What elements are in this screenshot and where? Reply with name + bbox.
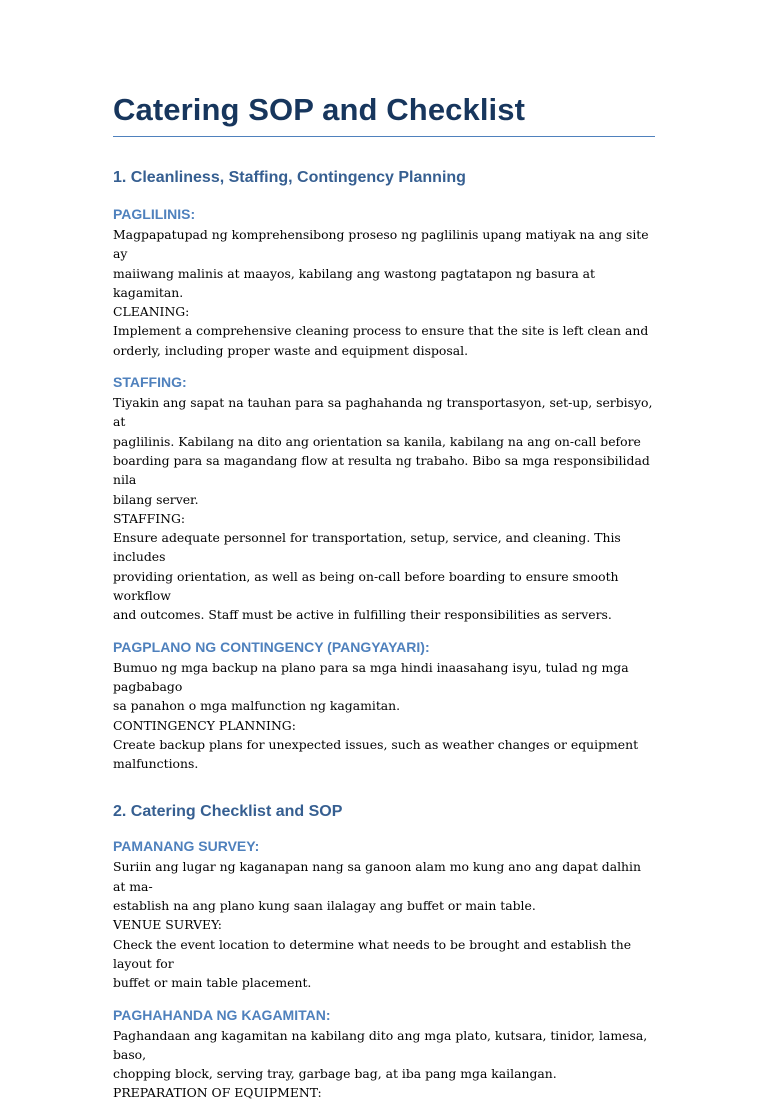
paragraph-venue-survey: [113, 857, 655, 992]
text-line: orderly, including proper waste and equipment disposal.: [113, 342, 469, 358]
text-line: Ensure adequate personnel for transportation, setup, service, and cleaning. This includes: [113, 530, 621, 565]
text-line: maiiwang malinis at maayos, kabilang ang wastong pagtatapon ng basura at kagamitan.: [113, 265, 596, 300]
text-line: STAFFING:: [113, 510, 186, 526]
subsection-heading-venue-survey: PAMANANG SURVEY:: [113, 838, 260, 855]
paragraph-contingency: [113, 658, 655, 774]
text-line: chopping block, serving tray, garbage bag, at iba pang mga kailangan.: [113, 1066, 557, 1082]
text-line: providing orientation, as well as being on-call before boarding to ensure smooth workflow: [113, 568, 619, 604]
text-line: PREPARATION OF EQUIPMENT:: [113, 1085, 322, 1101]
text-line: sa panahon o mga malfunction ng kagamitan.: [113, 698, 401, 714]
text-line: Implement a comprehensive cleaning process to ensure that the site is left clean and: [113, 323, 649, 339]
paragraph-paglilinis: [113, 225, 655, 360]
text-line: Check the event location to determine what needs to be brought and establish the layout for: [113, 936, 632, 971]
text-line: VENUE SURVEY:: [113, 917, 222, 933]
subsection-heading-staffing: STAFFING:: [113, 374, 187, 391]
document-title: Catering SOP and Checklist: [113, 92, 655, 137]
text-line: malfunctions.: [113, 756, 199, 772]
text-line: buffet or main table placement.: [113, 975, 312, 991]
text-line: boarding para sa magandang flow at resulta ng trabaho. Bibo sa mga responsibilidad nila: [113, 452, 650, 488]
text-line: Bumuo ng mga backup na plano para sa mga hindi inaasahang isyu, tulad ng mga pagbabago: [113, 659, 629, 694]
text-line: CLEANING:: [113, 304, 190, 320]
section-heading-2: 2. Catering Checklist and SOP: [113, 803, 343, 821]
subsection-heading-paglilinis: PAGLILINIS:: [113, 206, 196, 222]
text-line: Create backup plans for unexpected issues, such as weather changes or equipment: [113, 736, 639, 752]
text-line: Magpapatupad ng komprehensibong proseso ng paglilinis upang matiyak na ang site ay: [113, 227, 649, 262]
text-line: and outcomes. Staff must be active in fulfilling their responsibilities as servers.: [113, 607, 612, 623]
paragraph-equipment: [113, 1026, 655, 1103]
text-line: Tiyakin ang sapat na tauhan para sa paghahanda ng transportasyon, set-up, serbisyo, at: [113, 395, 653, 430]
text-line: establish na ang plano kung saan ilalagay ang buffet or main table.: [113, 898, 536, 914]
subsection-heading-equipment: PAGHAHANDA NG KAGAMITAN:: [113, 1006, 331, 1023]
text-line: bilang server.: [113, 491, 199, 507]
subsection-heading-contingency: PAGPLANO NG CONTINGENCY (PANGYAYARI):: [113, 638, 430, 655]
paragraph-staffing: [113, 393, 655, 625]
text-line: CONTINGENCY PLANNING:: [113, 717, 296, 733]
text-line: paglilinis. Kabilang na dito ang orientation sa kanila, kabilang na ang on-call before: [113, 433, 641, 449]
text-line: Paghandaan ang kagamitan na kabilang dito ang mga plato, kutsara, tinidor, lamesa, baso,: [113, 1027, 648, 1062]
text-line: Suriin ang lugar ng kaganapan nang sa ganoon alam mo kung ano ang dapat dalhin at ma-: [113, 859, 641, 894]
section-heading-1: 1. Cleanliness, Staffing, Contingency Planning: [113, 169, 466, 186]
